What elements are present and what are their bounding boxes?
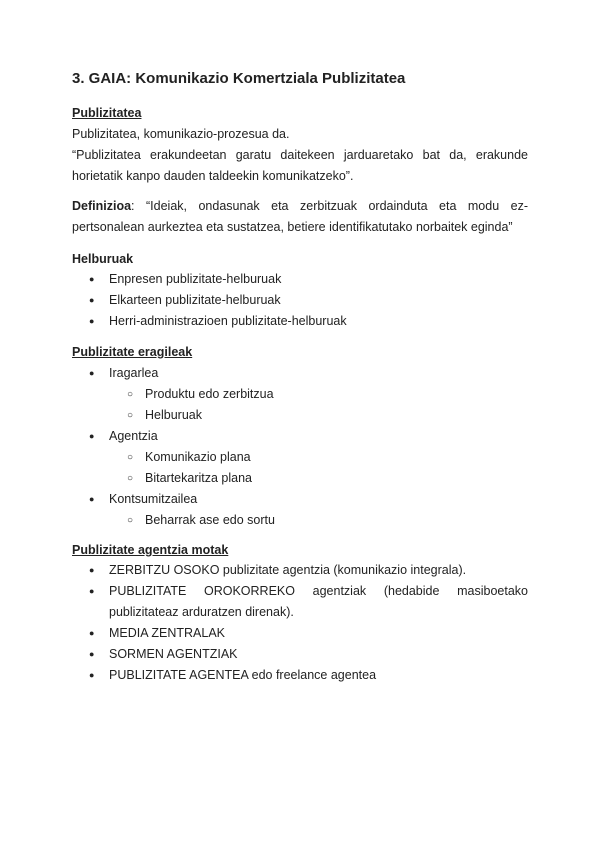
definizioa-label: Definizioa [72, 199, 132, 213]
sub-list-item: ○ Beharrak ase edo sortu [72, 510, 275, 531]
page-title: 3. GAIA: Komunikazio Komertziala Publizitatea [72, 70, 406, 87]
sub-list-item: ○ Helburuak [72, 405, 275, 426]
list-motak [72, 560, 528, 686]
list-item: ● Enpresen publizitate-helburuak [72, 269, 347, 290]
list-eragileak [72, 363, 275, 531]
list-helburuak [72, 269, 347, 332]
sub-list-item: ○ Bitartekaritza plana [72, 468, 275, 489]
paragraph-publizitatea-intro: Publizitatea, komunikazio-prozesua da. [72, 127, 290, 141]
list-item: ● Elkarteen publizitate-helburuak [72, 290, 347, 311]
list-item: ● SORMEN AGENTZIAK [72, 644, 528, 665]
heading-publizitatea: Publizitatea [72, 106, 142, 120]
sub-list-item: ○ Komunikazio plana [72, 447, 275, 468]
heading-motak: Publizitate agentzia motak [72, 543, 229, 557]
sub-list-item: ○ Produktu edo zerbitzua [72, 384, 275, 405]
heading-helburuak: Helburuak [72, 252, 134, 266]
list-item: ● ZERBITZU OSOKO publizitate agentzia (komunikazio integrala). [72, 560, 528, 581]
list-item: ● Herri-administrazioen publizitate-helburuak [72, 311, 347, 332]
heading-eragileak: Publizitate eragileak [72, 345, 193, 359]
definizioa-text: : “Ideiak, ondasunak eta zerbitzuak ordainduta eta modu ez-pertsonalean aurkeztea eta sustatzea, betiere identifikatutako norbaitek eginda” [72, 199, 528, 234]
list-item: ● PUBLIZITATE OROKORREKO agentziak (hedabide masiboetako publizitateaz arduratzen direnak). [72, 581, 528, 623]
paragraph-definizioa [72, 196, 528, 238]
list-item: ● Kontsumitzailea [72, 489, 275, 510]
list-item: ● PUBLIZITATE AGENTEA edo freelance agentea [72, 665, 528, 686]
list-item: ● MEDIA ZENTRALAK [72, 623, 528, 644]
list-item: ● Iragarlea [72, 363, 275, 384]
list-item: ● Agentzia [72, 426, 275, 447]
paragraph-publizitatea-quote: “Publizitatea erakundeetan garatu daitekeen jarduaretako bat da, erakunde horietatik kanpo dauden taldeekin komunikatzeko”. [72, 148, 528, 183]
